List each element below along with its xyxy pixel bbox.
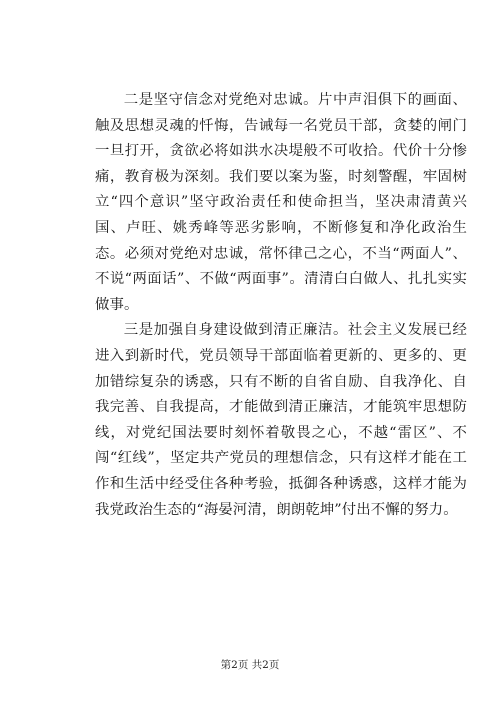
page-number-label: 第2页 共2页 bbox=[220, 659, 280, 671]
paragraph-loyalty: 二是坚守信念对党绝对忠诚。片中声泪俱下的画面、触及思想灵魂的忏悔，告诫每一名党员干部，贪婪的闸门一旦打开，贪欲必将如洪水决堤般不可收拾。代价十分惨痛，教育极为深刻。我们要以案为鉴，时刻警醒，牢固树立“四个意识”坚守政治责任和使命担当，坚决肃清黄兴国、卢旺、姚秀峰等恶劣影响，不断修复和净化政治生态。必须对党绝对忠诚，常怀律己之心，不当“两面人”、不说“两面话”、不做“两面事”。清清白白做人、扎扎实实做事。 bbox=[95, 92, 467, 313]
document-body bbox=[95, 88, 467, 523]
page-footer bbox=[0, 658, 500, 672]
paragraph-integrity: 三是加强自身建设做到清正廉洁。社会主义发展已经进入到新时代，党员领导干部面临着更新的、更多的、更加错综复杂的诱惑，只有不断的自省自励、自我净化、自我完善、自我提高，才能做到清正廉洁，才能筑牢思想防线，对党纪国法要时刻怀着敬畏之心，不越“雷区”、不闯“红线”，坚定共产党员的理想信念，只有这样才能在工作和生活中经受住各种考验，抵御各种诱惑，这样才能为我党政治生态的“海晏河清，朗朗乾坤”付出不懈的努力。 bbox=[95, 322, 467, 518]
